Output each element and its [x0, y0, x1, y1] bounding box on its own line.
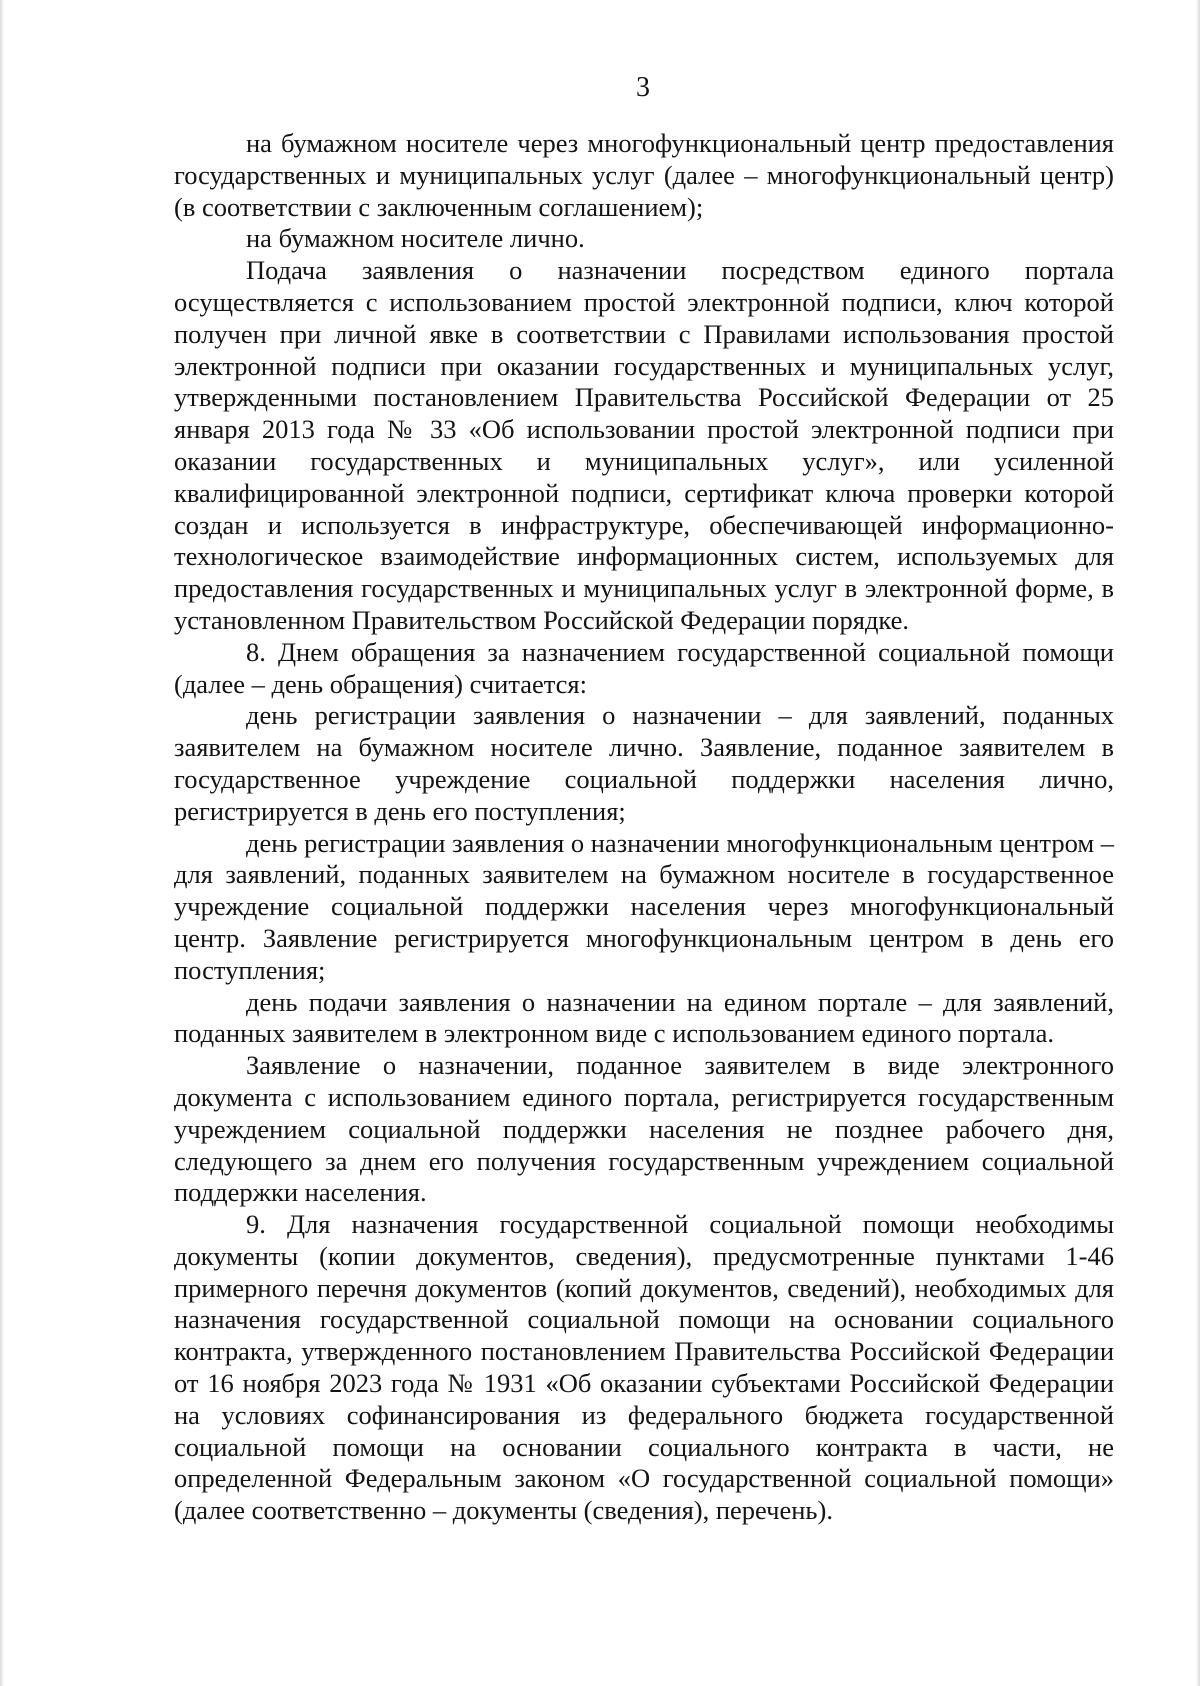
- paragraph-paper-in-person: на бумажном носителе лично.: [246, 223, 585, 254]
- paragraph-electronic-signature: Подача заявления о назначении посредством единого портала осуществляется с использованием простой электронной подписи, ключ которой получен при личной явке в соответствии с Правилами использования простой электронной подписи при оказании государственных и муниципальных услуг, утвержденными постановлением Правительства Российской Федерации от 25 января 2013 года № 33 «Об использовании простой электронной подписи при оказании государственных и муниципальных услуг», или усиленной квалифицированной электронной подписи, сертификат ключа проверки которой создан и используется в инфраструктуре, обеспечивающей информационно-технологическое взаимодействие информационных систем, используемых для предоставления государственных и муниципальных услуг в электронной форме, в установленном Правительством Российской Федерации порядке.: [174, 255, 1114, 635]
- paragraph-item-8-application-day: 8. Днем обращения за назначением государственной социальной помощи (далее – день обращения) считается:: [174, 636, 1114, 699]
- scan-edge-right: [1196, 0, 1200, 1686]
- paragraph-submission-portal: день подачи заявления о назначении на едином портале – для заявлений, поданных заявителем в электронном виде с использованием единого портала.: [174, 986, 1114, 1049]
- document-body: [174, 128, 1114, 1527]
- paragraph-item-9-documents: 9. Для назначения государственной социальной помощи необходимы документы (копии документов, сведения), предусмотренные пунктами 1-46 примерного перечня документов (копий документов, сведений), необходимых для назначения государственной социальной помощи на основании социального контракта, утвержденного постановлением Правительства Российской Федерации от 16 ноября 2023 года № 1931 «Об оказании субъектами Российской Федерации на условиях софинансирования из федерального бюджета государственной социальной помощи на основании социального контракта в части, не определенной Федеральным законом «О государственной социальной помощи» (далее соответственно – документы (сведения), перечень).: [174, 1209, 1114, 1526]
- scan-edge-left: [0, 0, 4, 1686]
- paragraph-paper-via-mfc: на бумажном носителе через многофункциональный центр предоставления государственных и муниципальных услуг (далее – многофункциональный центр) (в соответствии с заключенным соглашением);: [174, 128, 1114, 222]
- paragraph-electronic-registration: Заявление о назначении, поданное заявителем в виде электронного документа с использованием единого портала, регистрируется государственным учреждением социальной поддержки населения не позднее рабочего дня, следующего за днем его получения государственным учреждением социальной поддержки населения.: [174, 1050, 1114, 1208]
- paragraph-registration-in-person: день регистрации заявления о назначении – для заявлений, поданных заявителем на бумажном носителе лично. Заявление, поданное заявителем в государственное учреждение социальной поддержки населения лично, регистрируется в день его поступления;: [174, 700, 1114, 826]
- page-number: 3: [636, 72, 650, 103]
- paragraph-registration-mfc: день регистрации заявления о назначении многофункциональным центром – для заявлений, поданных заявителем на бумажном носителе в государственное учреждение социальной поддержки населения через многофункциональный центр. Заявление регистрируется многофункциональным центром в день его поступления;: [174, 827, 1114, 985]
